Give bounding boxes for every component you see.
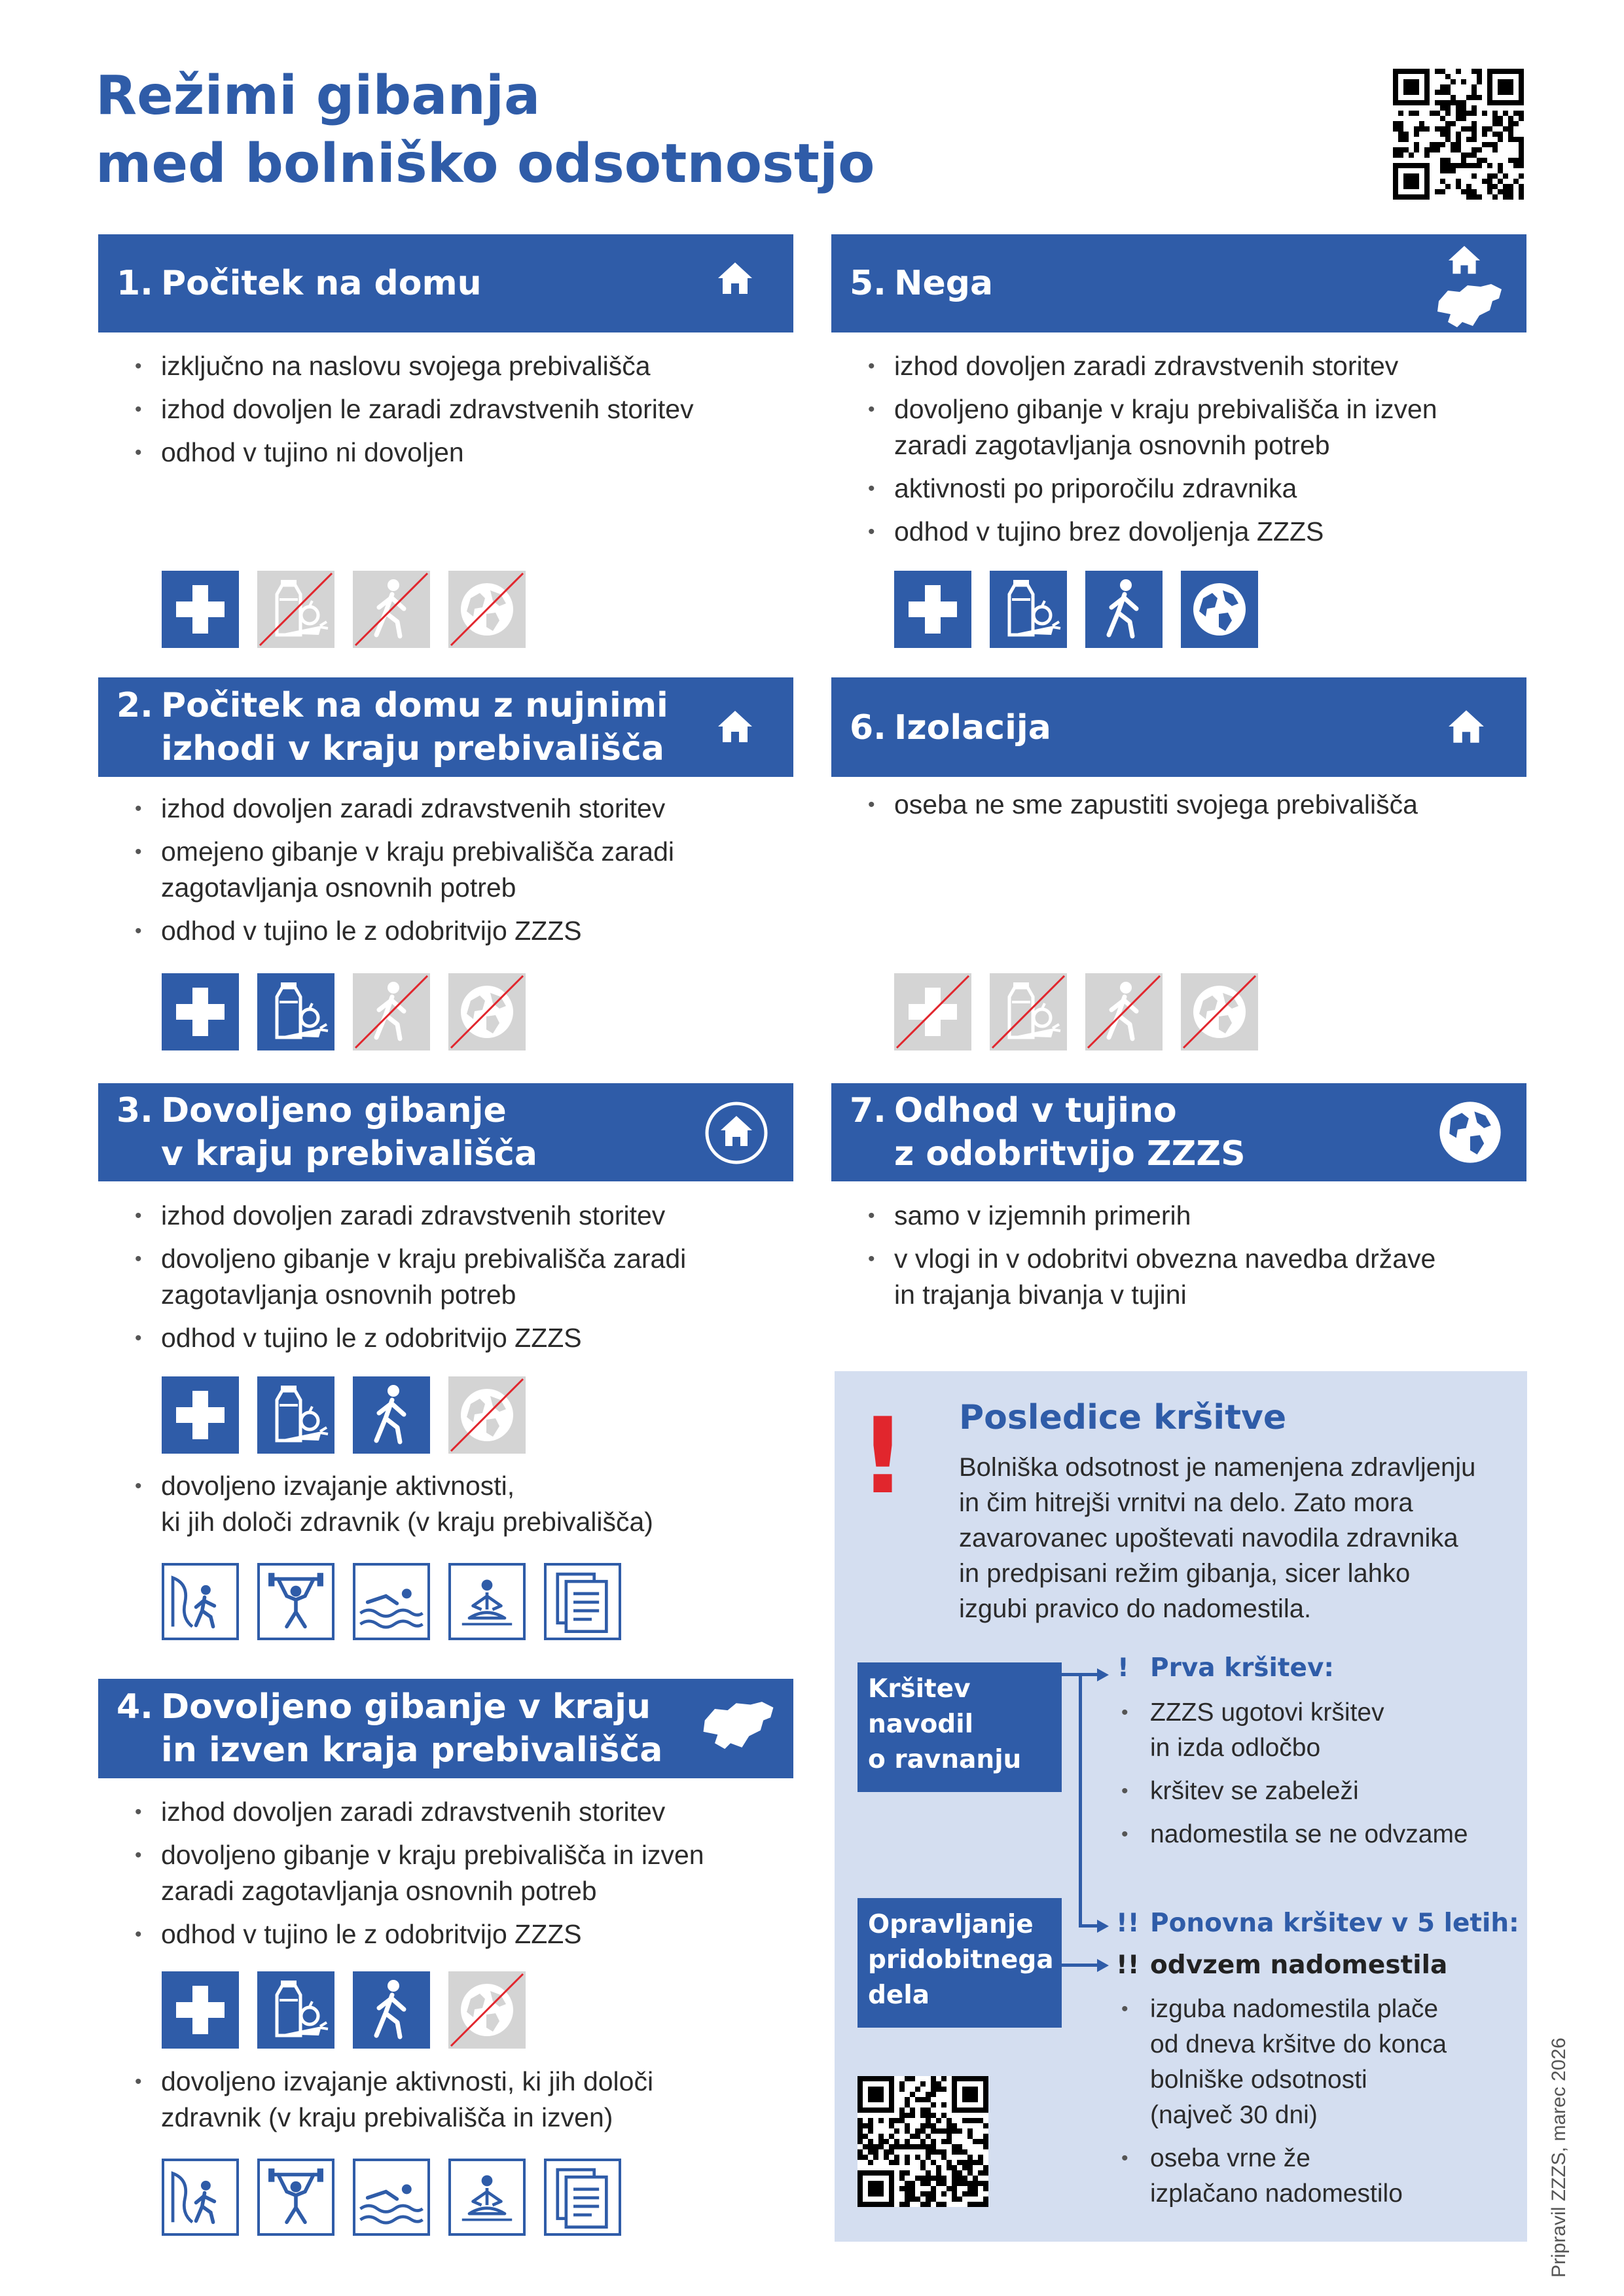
connector-line <box>1062 1964 1098 1967</box>
home-circle-icon <box>704 1100 769 1166</box>
qr-code-top[interactable] <box>1393 69 1524 200</box>
health-allowed-icon <box>894 571 971 648</box>
section-number: 3. <box>117 1091 153 1130</box>
page-title-line2: med bolniško odsotnostjo <box>96 133 875 195</box>
section-number: 6. <box>850 708 886 747</box>
list-item: • odhod v tujino le z odobritvijo ZZZS <box>131 913 785 949</box>
section-4-rules <box>131 1794 785 1960</box>
section-3-activities <box>131 1468 785 1547</box>
section-2-rules <box>131 791 785 956</box>
list-item: • oseba ne sme zapustiti svojega prebivališča <box>864 787 1519 823</box>
section-number: 2. <box>117 686 153 725</box>
list-item: • ZZZS ugotovi kršitev in izda odločbo <box>1116 1695 1509 1766</box>
slovenia-map-icon <box>699 1698 778 1751</box>
home-icon <box>715 708 755 745</box>
section-4-activity-icons <box>162 2159 621 2236</box>
list-item: • izključno na naslovu svojega prebivališča <box>131 348 785 384</box>
list-item: • izguba nadomestila plače od dneva kršitve do konca bolniške odsotnosti (največ 30 dni) <box>1116 1992 1509 2133</box>
section-7-rules <box>864 1198 1519 1320</box>
abroad-forbidden-icon <box>448 1971 526 2049</box>
section-6-permissions <box>894 973 1258 1050</box>
meditation-icon <box>448 2159 526 2236</box>
consequences-title: Posledice kršitve <box>959 1398 1287 1437</box>
slovenia-map-icon <box>1434 281 1506 329</box>
violation-instructions-box: Kršitev navodil o ravnanju <box>857 1662 1062 1792</box>
section-5-rules <box>864 348 1519 557</box>
walking-allowed-icon <box>353 1376 430 1454</box>
revocation-list <box>1116 1992 1509 2219</box>
warning-icon: ! <box>859 1395 907 1517</box>
health-allowed-icon <box>162 1971 239 2049</box>
section-title: Nega <box>894 264 994 303</box>
section-7-header <box>831 1083 1526 1181</box>
section-6-header <box>831 677 1526 777</box>
section-number: 5. <box>850 264 886 303</box>
section-2-header <box>98 677 793 777</box>
arrow-icon <box>1097 1668 1109 1681</box>
list-item: • dovoljeno izvajanje aktivnosti, ki jih določi zdravnik (v kraju prebivališča in izven) <box>131 2064 785 2136</box>
arrow-icon <box>1097 1959 1109 1972</box>
list-item: • omejeno gibanje v kraju prebivališča zaradi zagotavljanja osnovnih potreb <box>131 834 785 906</box>
shopping-allowed-icon <box>990 571 1067 648</box>
list-item: • dovoljeno gibanje v kraju prebivališča in izven zaradi zagotavljanja osnovnih potreb <box>131 1837 785 1909</box>
section-title: Dovoljeno gibanje v kraju in izven kraja prebivališča <box>161 1687 663 1770</box>
weightlifting-icon <box>257 2159 334 2236</box>
abroad-forbidden-icon <box>1181 973 1258 1050</box>
section-title: Dovoljeno gibanje v kraju prebivališča <box>161 1091 537 1174</box>
walking-forbidden-icon <box>353 973 430 1050</box>
section-4-permissions <box>162 1971 526 2049</box>
list-item: • izhod dovoljen le zaradi zdravstvenih storitev <box>131 391 785 427</box>
walking-forbidden-icon <box>353 571 430 648</box>
section-number: 1. <box>117 264 153 303</box>
section-6-rules <box>864 787 1519 830</box>
home-icon <box>1446 708 1487 745</box>
section-1-header <box>98 234 793 332</box>
section-title: Počitek na domu <box>161 264 482 303</box>
list-item: • oseba vrne že izplačano nadomestilo <box>1116 2141 1509 2212</box>
shopping-allowed-icon <box>257 973 334 1050</box>
gainful-work-box: Opravljanje pridobitnega dela <box>857 1898 1062 2028</box>
section-title: Odhod v tujino z odobritvijo ZZZS <box>894 1091 1246 1174</box>
list-item: • dovoljeno izvajanje aktivnosti, ki jih določi zdravnik (v kraju prebivališča) <box>131 1468 785 1540</box>
walking-allowed-icon <box>1085 571 1163 648</box>
home-icon <box>715 259 755 298</box>
weightlifting-icon <box>257 1563 334 1640</box>
section-2-permissions <box>162 973 526 1050</box>
shopping-forbidden-icon <box>990 973 1067 1050</box>
physiotherapy-icon <box>162 1563 239 1640</box>
list-item: • odhod v tujino le z odobritvijo ZZZS <box>131 1320 785 1356</box>
section-3-permissions <box>162 1376 526 1454</box>
first-violation-list <box>1116 1695 1509 1860</box>
health-forbidden-icon <box>894 973 971 1050</box>
list-item: • izhod dovoljen zaradi zdravstvenih storitev <box>131 1198 785 1234</box>
list-item: • izhod dovoljen zaradi zdravstvenih storitev <box>131 791 785 827</box>
section-5-header <box>831 234 1526 332</box>
shopping-allowed-icon <box>257 1376 334 1454</box>
list-item: • dovoljeno gibanje v kraju prebivališča in izven zaradi zagotavljanja osnovnih potreb <box>864 391 1519 463</box>
documents-icon <box>544 2159 621 2236</box>
section-title: Počitek na domu z nujnimi izhodi v kraju prebivališča <box>161 686 668 768</box>
section-5-permissions <box>894 571 1258 648</box>
section-3-header <box>98 1083 793 1181</box>
abroad-forbidden-icon <box>448 1376 526 1454</box>
connector-line <box>1079 1673 1082 1927</box>
abroad-allowed-icon <box>1181 571 1258 648</box>
list-item: • nadomestila se ne odvzame <box>1116 1817 1509 1852</box>
section-number: 4. <box>117 1687 153 1727</box>
documents-icon <box>544 1563 621 1640</box>
list-item: • izhod dovoljen zaradi zdravstvenih storitev <box>131 1794 785 1830</box>
list-item: • odhod v tujino le z odobritvijo ZZZS <box>131 1916 785 1952</box>
consequences-text: Bolniška odsotnost je namenjena zdravljenju in čim hitrejši vrnitvi na delo. Zato mora zavarovanec upoštevati navodila zdravnika in predpisani režim gibanja, sicer lahko izgubi pravico do nadomestila. <box>959 1453 1476 1623</box>
list-item: • izhod dovoljen zaradi zdravstvenih storitev <box>864 348 1519 384</box>
section-1-rules <box>131 348 785 478</box>
section-1-permissions <box>162 571 526 648</box>
list-item: • aktivnosti po priporočilu zdravnika <box>864 471 1519 507</box>
health-allowed-icon <box>162 973 239 1050</box>
health-allowed-icon <box>162 1376 239 1454</box>
section-number: 7. <box>850 1091 886 1130</box>
arrow-icon <box>1097 1920 1109 1933</box>
swimming-icon <box>353 2159 430 2236</box>
shopping-forbidden-icon <box>257 571 334 648</box>
abroad-forbidden-icon <box>448 973 526 1050</box>
health-allowed-icon <box>162 571 239 648</box>
shopping-allowed-icon <box>257 1971 334 2049</box>
section-4-header <box>98 1679 793 1778</box>
walking-forbidden-icon <box>1085 973 1163 1050</box>
connector-line <box>1079 1924 1098 1928</box>
list-item: • v vlogi in v odobritvi obvezna navedba države in trajanja bivanja v tujini <box>864 1241 1519 1313</box>
section-3-rules <box>131 1198 785 1363</box>
swimming-icon <box>353 1563 430 1640</box>
walking-allowed-icon <box>353 1971 430 2049</box>
connector-line <box>1079 1673 1098 1676</box>
credit-text: Pripravil ZZZS, marec 2026 <box>1548 2037 1570 2278</box>
list-item: • samo v izjemnih primerih <box>864 1198 1519 1234</box>
globe-icon <box>1435 1098 1505 1167</box>
list-item: • kršitev se zabeleži <box>1116 1774 1509 1809</box>
meditation-icon <box>448 1563 526 1640</box>
page-title <box>96 62 875 198</box>
home-icon <box>1446 243 1483 276</box>
list-item: • dovoljeno gibanje v kraju prebivališča zaradi zagotavljanja osnovnih potreb <box>131 1241 785 1313</box>
section-4-activities <box>131 2064 785 2143</box>
list-item: • odhod v tujino brez dovoljenja ZZZS <box>864 514 1519 550</box>
physiotherapy-icon <box>162 2159 239 2236</box>
list-item: • odhod v tujino ni dovoljen <box>131 435 785 471</box>
abroad-forbidden-icon <box>448 571 526 648</box>
qr-code-bottom[interactable] <box>857 2076 988 2207</box>
section-title: Izolacija <box>894 708 1051 747</box>
section-3-activity-icons <box>162 1563 621 1640</box>
page-title-line1: Režimi gibanja <box>96 65 541 127</box>
